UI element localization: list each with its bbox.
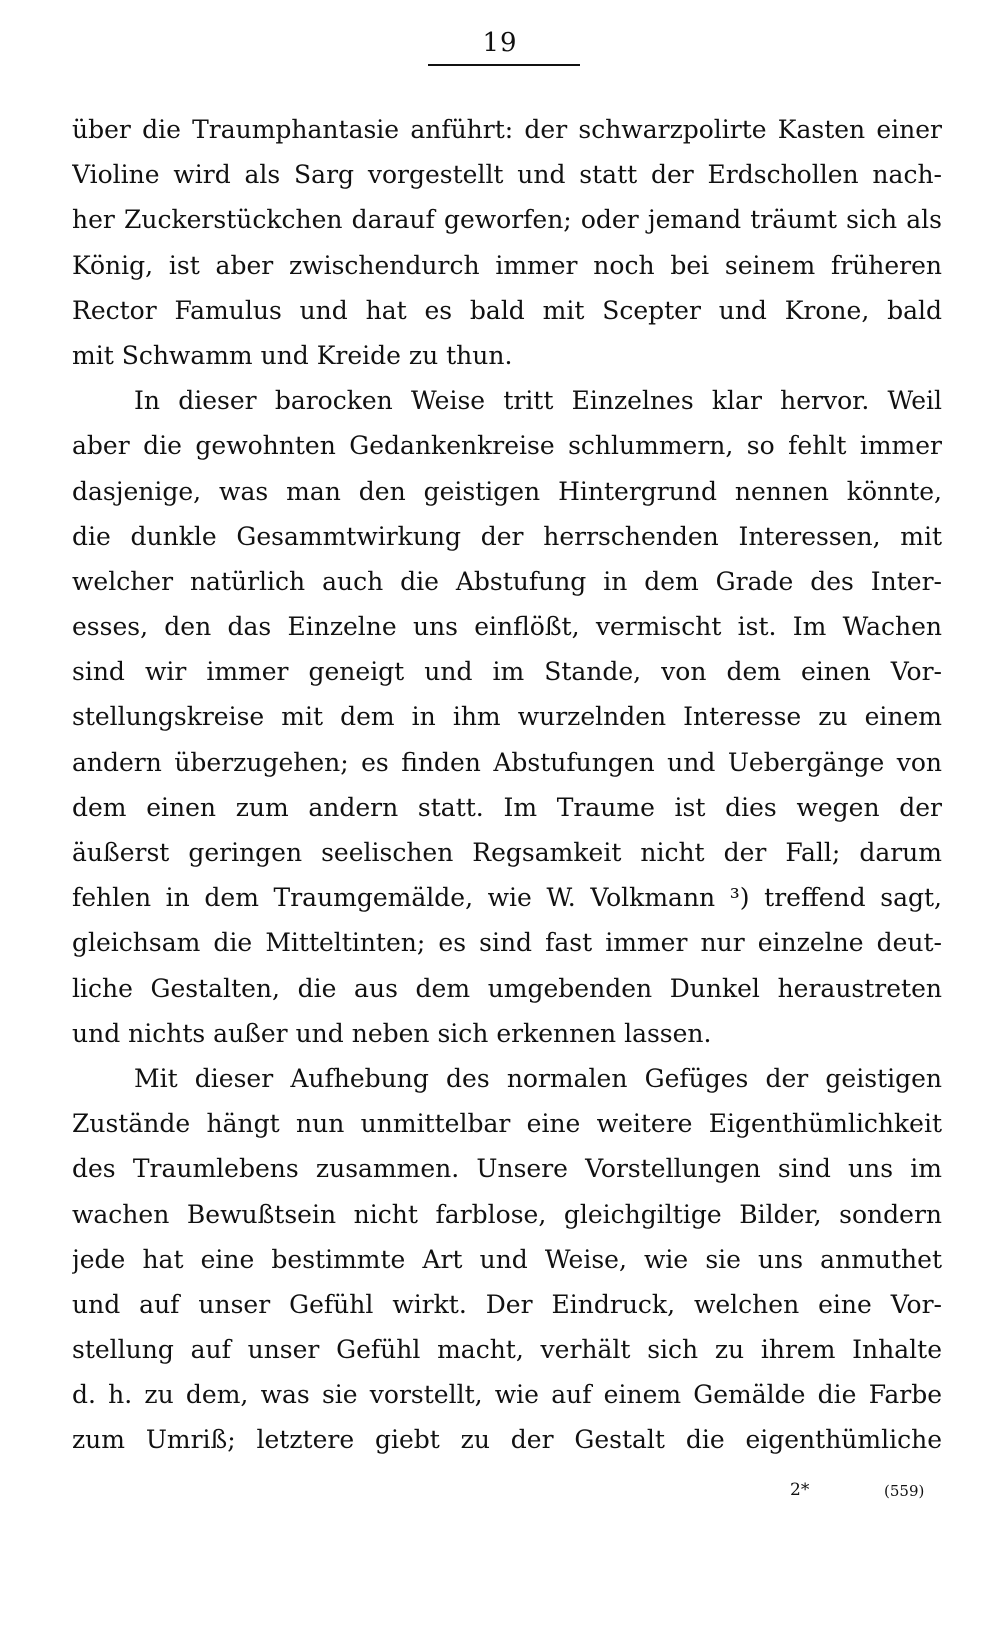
text-line: mit Schwamm und Kreide zu thun.: [72, 340, 513, 370]
text-line: jede hat eine bestimmte Art und Weise, wie sie uns anmuthet: [72, 1244, 942, 1274]
text-line: fehlen in dem Traumgemälde, wie W. Volkmann ³) treffend sagt,: [72, 883, 942, 913]
text-line: Zustände hängt nun unmittelbar eine weitere Eigenthümlichkeit: [72, 1109, 942, 1139]
text-line: andern überzugehen; es finden Abstufungen und Uebergänge von: [72, 747, 942, 777]
body-text: [72, 107, 942, 1463]
header-rule: [428, 64, 580, 66]
text-line: liche Gestalten, die aus dem umgebenden Dunkel heraustreten: [72, 973, 942, 1003]
catalog-number: (559): [884, 1482, 925, 1500]
text-line: stellung auf unser Gefühl macht, verhält sich zu ihrem Inhalte: [72, 1335, 942, 1365]
page-footer: [72, 1480, 942, 1510]
text-line: zum Umriß; letztere giebt zu der Gestalt die eigenthümliche: [72, 1425, 942, 1455]
text-line: dem einen zum andern statt. Im Traume ist dies wegen der: [72, 792, 942, 822]
text-line: und nichts außer und neben sich erkennen lassen.: [72, 1018, 712, 1048]
text-line: sind wir immer geneigt und im Stande, von dem einen Vor-: [72, 657, 942, 687]
text-line: esses, den das Einzelne uns einflößt, vermischt ist. Im Wachen: [72, 612, 942, 642]
text-line: äußerst geringen seelischen Regsamkeit nicht der Fall; darum: [72, 838, 942, 867]
text-line: König, ist aber zwischendurch immer noch bei seinem früheren: [72, 250, 942, 280]
text-line: Mit dieser Aufhebung des normalen Gefüges der geistigen: [134, 1063, 942, 1093]
text-line: die dunkle Gesammtwirkung der herrschenden Interessen, mit: [72, 521, 942, 551]
printer-signature: 2*: [790, 1480, 810, 1500]
text-line: und auf unser Gefühl wirkt. Der Eindruck, welchen eine Vor-: [72, 1289, 942, 1319]
text-line: welcher natürlich auch die Abstufung in dem Grade des Inter-: [72, 566, 942, 596]
text-line: wachen Bewußtsein nicht farblose, gleichgiltige Bilder, sondern: [72, 1199, 942, 1229]
page-number: 19: [482, 28, 518, 58]
text-line: Rector Famulus und hat es bald mit Scepter und Krone, bald: [72, 295, 942, 325]
text-line: stellungskreise mit dem in ihm wurzelnden Interesse zu einem: [72, 702, 942, 732]
text-line: des Traumlebens zusammen. Unsere Vorstellungen sind uns im: [72, 1154, 942, 1184]
text-line: dasjenige, was man den geistigen Hintergrund nennen könnte,: [72, 476, 942, 506]
text-line: her Zuckerstückchen darauf geworfen; oder jemand träumt sich als: [72, 205, 942, 235]
text-line: d. h. zu dem, was sie vorstellt, wie auf einem Gemälde die Farbe: [72, 1380, 942, 1410]
text-line: Violine wird als Sarg vorgestellt und statt der Erdschollen nach-: [72, 160, 942, 190]
text-line: über die Traumphantasie anführt: der schwarzpolirte Kasten einer: [72, 115, 942, 144]
text-line: In dieser barocken Weise tritt Einzelnes klar hervor. Weil: [134, 386, 942, 416]
text-line: gleichsam die Mitteltinten; es sind fast immer nur einzelne deut-: [72, 928, 942, 958]
text-line: aber die gewohnten Gedankenkreise schlummern, so fehlt immer: [72, 431, 942, 461]
